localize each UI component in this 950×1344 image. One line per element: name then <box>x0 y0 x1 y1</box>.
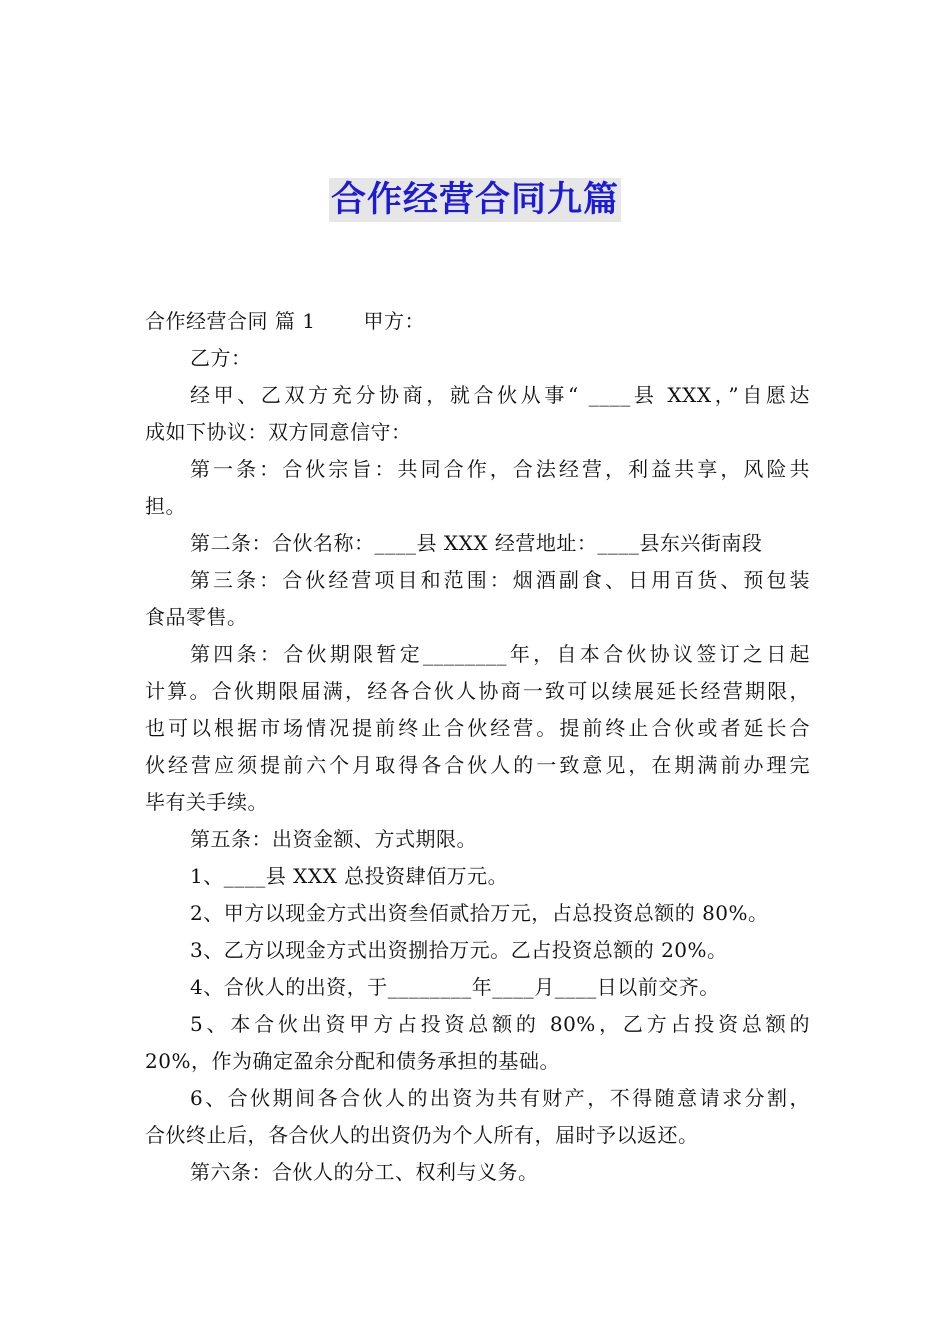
document-body <box>145 303 810 1191</box>
paragraph-line: 6、合伙期间各合伙人的出资为共有财产，不得随意请求分割， <box>190 1086 810 1110</box>
paragraph-line: 第六条：合伙人的分工、权利与义务。 <box>190 1160 539 1184</box>
paragraph-line: 第三条：合伙经营项目和范围：烟酒副食、日用百货、预包装 <box>190 568 810 592</box>
paragraph-line: 20%，作为确定盈余分配和债务承担的基础。 <box>145 1049 560 1073</box>
paragraph-line: 毕有关手续。 <box>145 790 268 814</box>
paragraph-line: 也可以根据市场情况提前终止合伙经营。提前终止合伙或者延长合 <box>145 716 810 740</box>
section-heading: 合作经营合同 篇 1 <box>145 309 316 333</box>
paragraph-line: 合伙终止后，各合伙人的出资仍为个人所有，届时予以返还。 <box>145 1123 699 1147</box>
paragraph-line: 第四条：合伙期限暂定________年，自本合伙协议签订之日起 <box>190 642 810 666</box>
paragraph-line: 乙方： <box>190 346 252 370</box>
title-block <box>0 178 950 222</box>
paragraph-line: 计算。合伙期限届满，经各合伙人协商一致可以续展延长经营期限， <box>145 679 810 703</box>
paragraph-line: 5、本合伙出资甲方占投资总额的 80%，乙方占投资总额的 <box>190 1012 810 1036</box>
paragraph-line: 伙经营应须提前六个月取得各合伙人的一致意见，在期满前办理完 <box>145 753 810 777</box>
paragraph-line: 担。 <box>145 494 186 518</box>
paragraph-line: 第五条：出资金额、方式期限。 <box>190 827 477 851</box>
paragraph-line: 第二条：合伙名称：____县 XXX 经营地址：____县东兴街南段 <box>190 531 763 555</box>
paragraph-line: 成如下协议：双方同意信守： <box>145 420 412 444</box>
paragraph-line: 第一条：合伙宗旨：共同合作，合法经营，利益共享，风险共 <box>190 457 810 481</box>
paragraph-line: 3、乙方以现金方式出资捌拾万元。乙占投资总额的 20%。 <box>190 938 728 962</box>
paragraph-line: 经甲、乙双方充分协商，就合伙从事“ ____县 XXX，”自愿达 <box>190 383 810 407</box>
paragraph-line: 4、合伙人的出资，于________年____月____日以前交齐。 <box>190 975 720 999</box>
party-a-label: 甲方： <box>363 309 425 333</box>
paragraph-line: 食品零售。 <box>145 605 248 629</box>
document-title: 合作经营合同九篇 <box>330 180 619 220</box>
paragraph-line: 2、甲方以现金方式出资叁佰贰拾万元，占总投资总额的 80%。 <box>190 901 769 925</box>
section-heading-line <box>145 303 810 340</box>
paragraph-line: 1、____县 XXX 总投资肆佰万元。 <box>190 864 509 888</box>
